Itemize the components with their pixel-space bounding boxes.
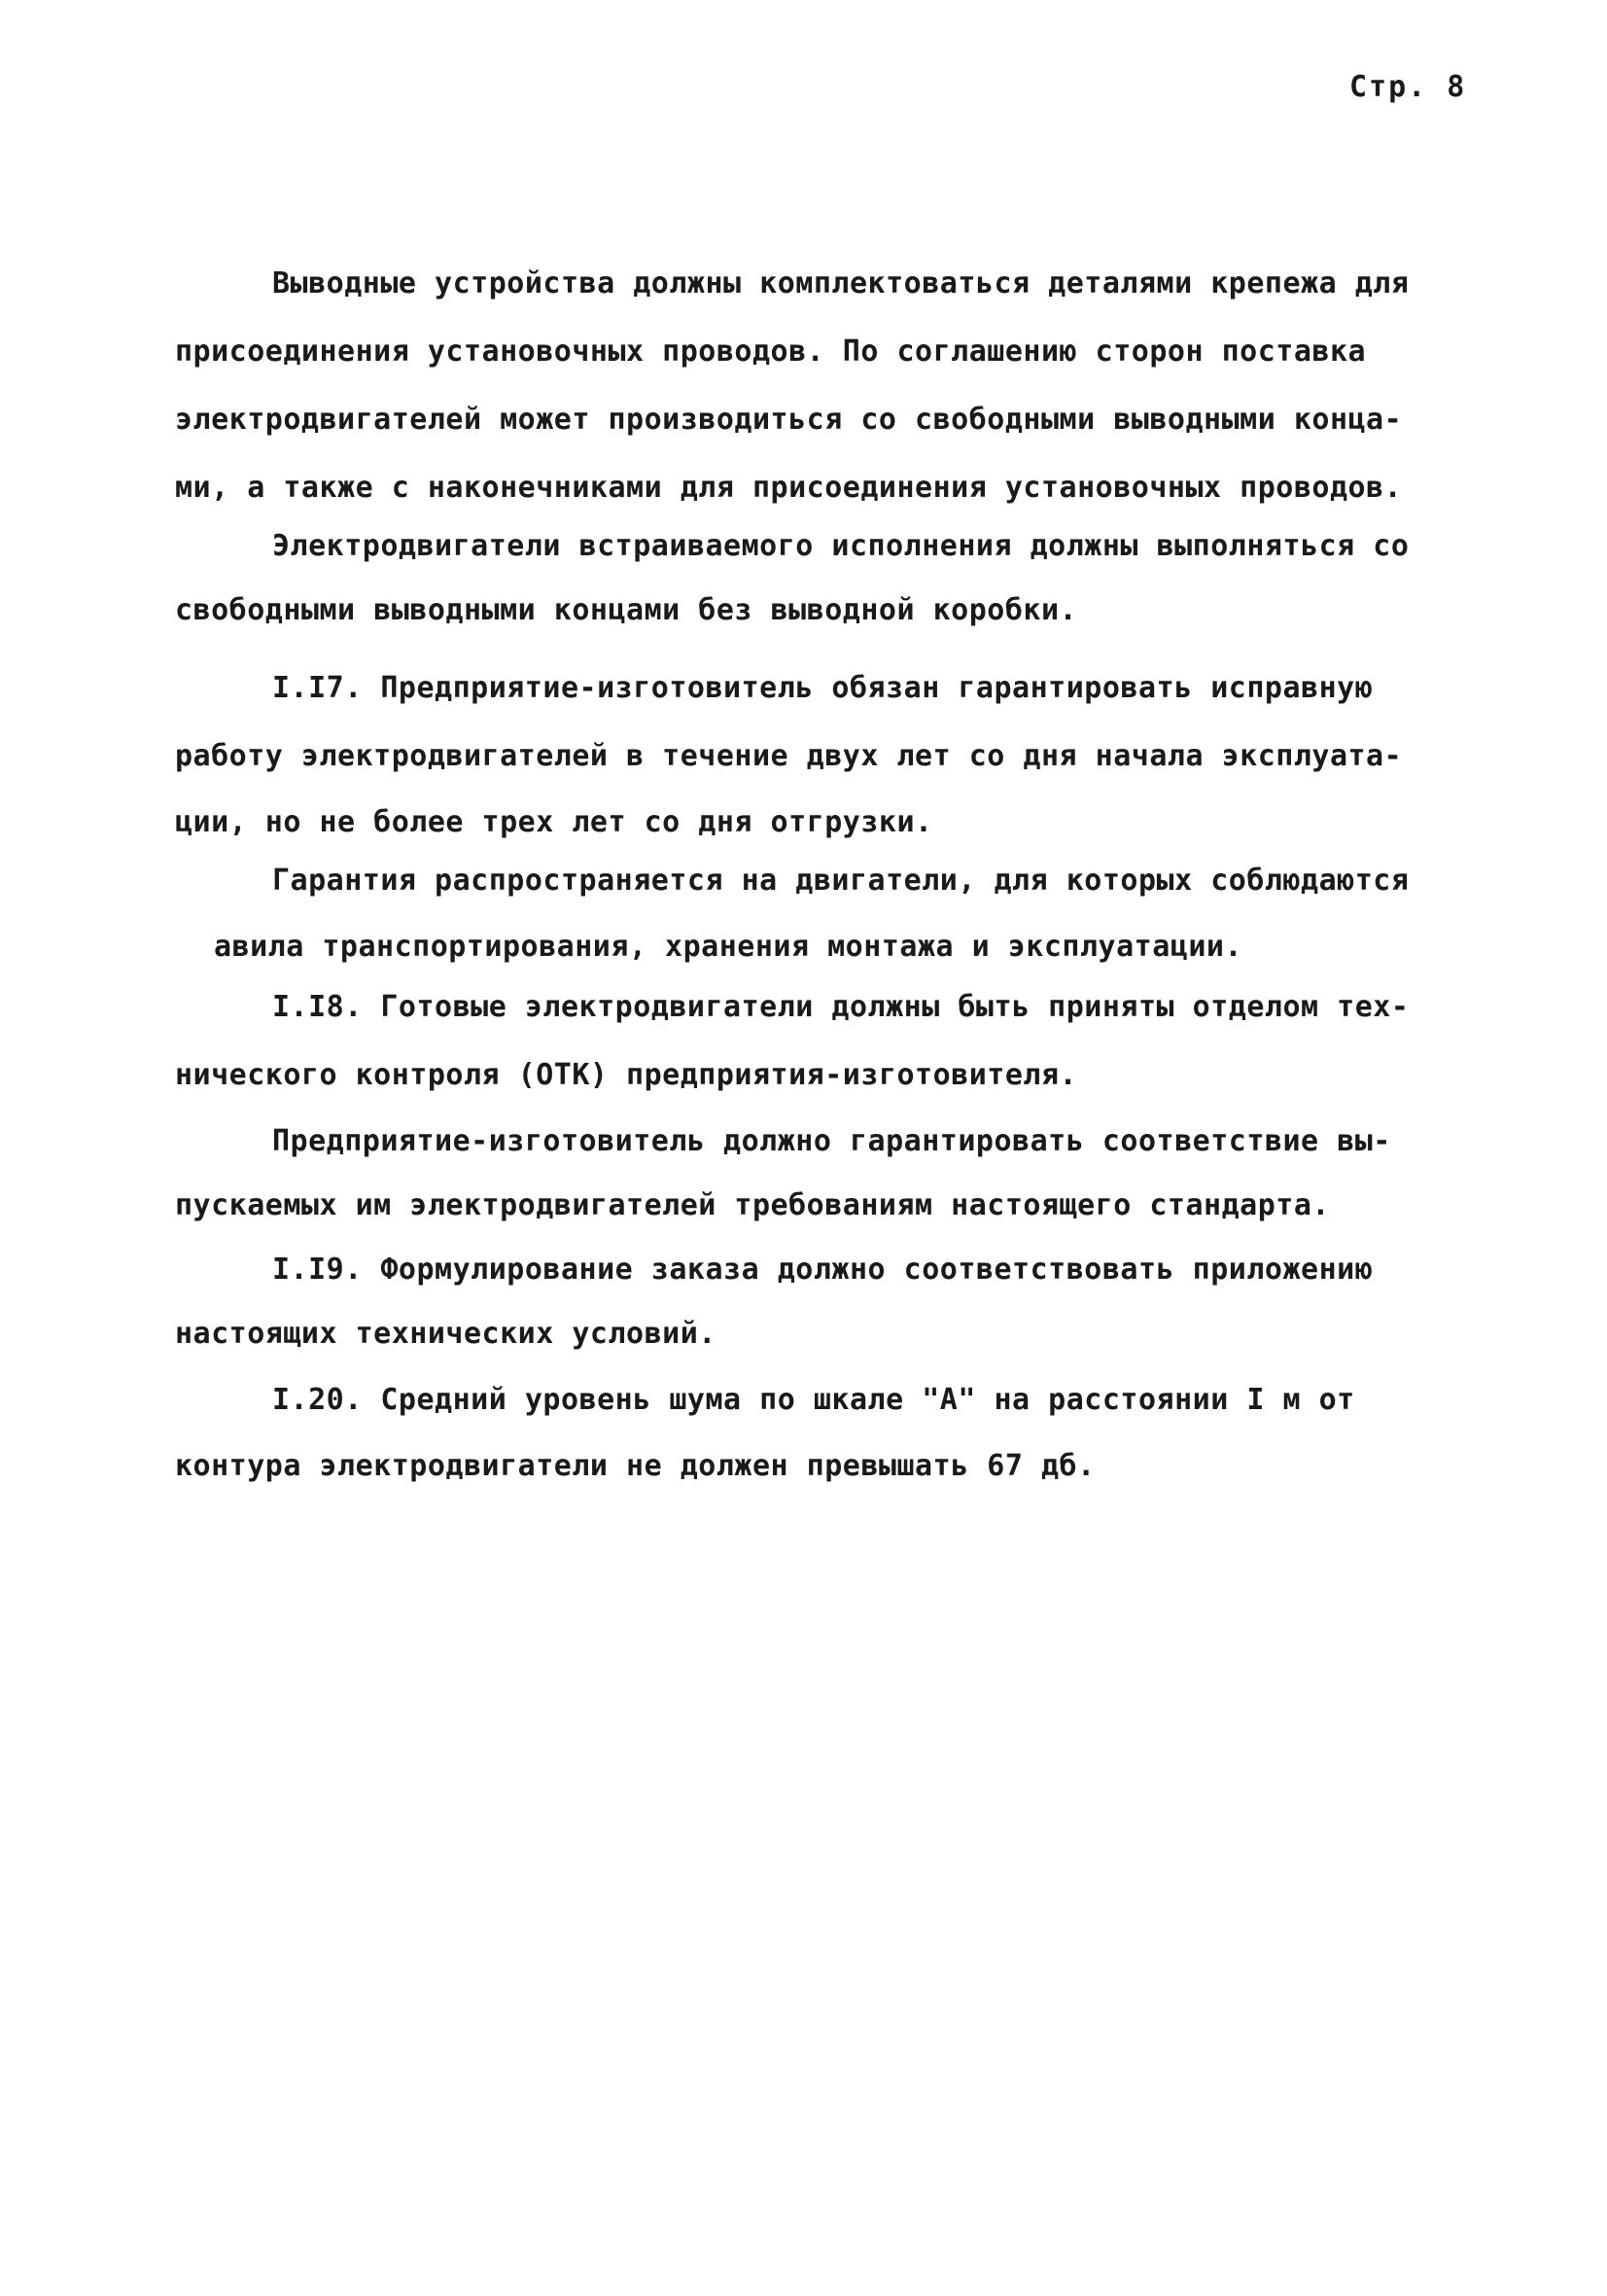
text-line: настоящих технических условий. [175,1317,716,1351]
text-line: I.20. Средний уровень шума по шкале "А" на расстоянии I м от [272,1383,1355,1417]
text-line: нического контроля (ОТК) предприятия-изготовителя. [175,1058,1078,1092]
text-line: Выводные устройства должны комплектоваться деталями крепежа для [272,266,1410,300]
text-line: I.I7. Предприятие-изготовитель обязан гарантировать исправную [272,671,1374,705]
text-line: электродвигателей может производиться со свободными выводными конца- [175,403,1403,437]
text-line: работу электродвигателей в течение двух лет со дня начала эксплуата- [175,739,1403,773]
text-line: свободными выводными концами без выводной коробки. [175,593,1078,627]
text-line: Гарантия распространяется на двигатели, для которых соблюдаются [272,864,1410,898]
text-line: ции, но не более трех лет со дня отгрузки. [175,805,933,839]
text-line: Предприятие-изготовитель должно гарантировать соответствие вы- [272,1124,1391,1158]
text-line: ми, а также с наконечниками для присоединения установочных проводов. [175,471,1403,505]
text-line: Электродвигатели встраиваемого исполнения должны выполняться со [272,529,1410,563]
text-line: контура электродвигатели не должен превышать 67 дб. [175,1449,1096,1483]
page-number: Стр. 8 [1349,70,1467,104]
text-line: I.I9. Формулирование заказа должно соответствовать приложению [272,1253,1374,1287]
text-line: I.I8. Готовые электродвигатели должны быть приняты отделом тех- [272,990,1410,1024]
text-line: авила транспортирования, хранения монтажа и эксплуатации. [214,930,1243,964]
text-line: присоединения установочных проводов. По соглашению сторон поставка [175,335,1367,369]
text-line: пускаемых им электродвигателей требованиям настоящего стандарта. [175,1188,1330,1222]
